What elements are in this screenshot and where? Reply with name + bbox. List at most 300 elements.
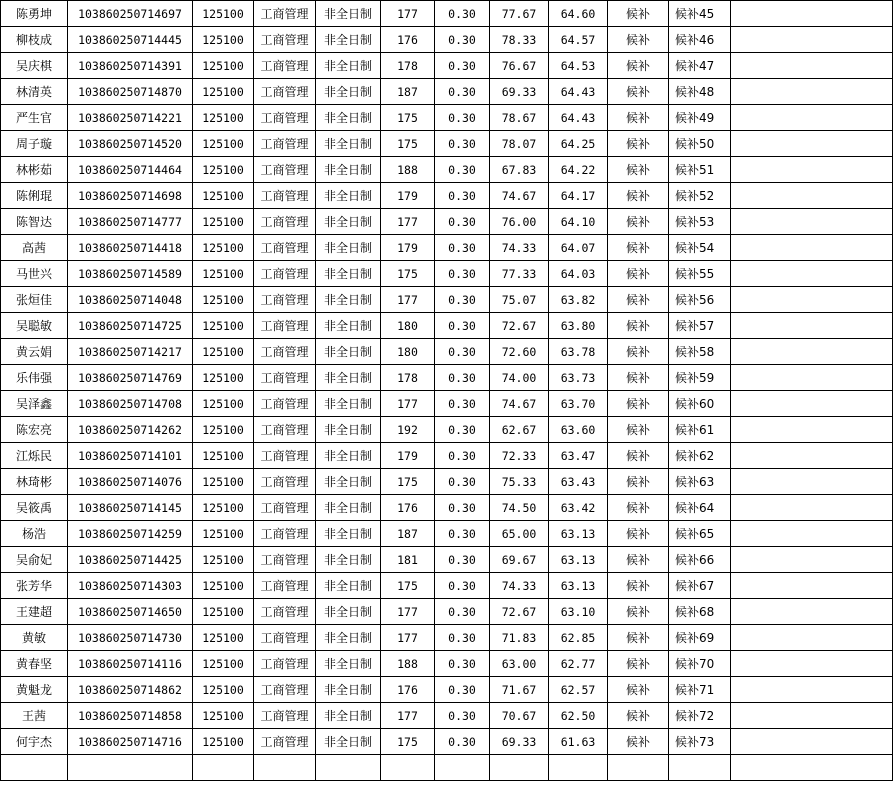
exam-id-cell: 103860250714464 (68, 157, 193, 183)
name-cell: 吴筱禹 (1, 495, 68, 521)
table-row-partial (1, 755, 893, 781)
status-cell: 候补 (608, 235, 669, 261)
exam-id-cell: 103860250714650 (68, 599, 193, 625)
major-cell: 工商管理 (254, 53, 316, 79)
study-mode-cell: 非全日制 (316, 235, 381, 261)
interview-cell: 76.67 (490, 53, 549, 79)
table-body (1, 0, 893, 781)
total-cell: 63.82 (549, 287, 608, 313)
study-mode-cell: 非全日制 (316, 287, 381, 313)
major-cell: 工商管理 (254, 209, 316, 235)
major-code-cell: 125100 (193, 391, 254, 417)
major-code-cell: 125100 (193, 625, 254, 651)
partial-cell (68, 755, 193, 781)
total-cell: 62.85 (549, 625, 608, 651)
major-cell: 工商管理 (254, 287, 316, 313)
weight-cell: 0.30 (435, 261, 490, 287)
study-mode-cell: 非全日制 (316, 79, 381, 105)
total-cell: 63.13 (549, 547, 608, 573)
exam-id-cell: 103860250714076 (68, 469, 193, 495)
interview-cell: 74.33 (490, 235, 549, 261)
major-code-cell: 125100 (193, 235, 254, 261)
total-cell: 63.10 (549, 599, 608, 625)
table-row (1, 521, 893, 547)
major-cell: 工商管理 (254, 261, 316, 287)
partial-cell (381, 755, 435, 781)
exam-id-cell: 103860250714221 (68, 105, 193, 131)
status-cell: 候补 (608, 417, 669, 443)
major-cell: 工商管理 (254, 235, 316, 261)
rank-cell: 候补52 (669, 183, 731, 209)
total-cell: 63.47 (549, 443, 608, 469)
total-cell: 64.53 (549, 53, 608, 79)
status-cell: 候补 (608, 547, 669, 573)
exam-id-cell: 103860250714116 (68, 651, 193, 677)
empty-cell (731, 625, 893, 651)
study-mode-cell: 非全日制 (316, 495, 381, 521)
table-row (1, 261, 893, 287)
empty-cell (731, 547, 893, 573)
exam-id-cell: 103860250714858 (68, 703, 193, 729)
exam-id-cell: 103860250714698 (68, 183, 193, 209)
rank-cell: 候补60 (669, 391, 731, 417)
rank-cell: 候补46 (669, 27, 731, 53)
name-cell: 陈智达 (1, 209, 68, 235)
status-cell: 候补 (608, 521, 669, 547)
table-row (1, 365, 893, 391)
score-cell: 177 (381, 391, 435, 417)
exam-id-cell: 103860250714259 (68, 521, 193, 547)
table-row (1, 339, 893, 365)
total-cell: 64.07 (549, 235, 608, 261)
empty-cell (731, 417, 893, 443)
score-cell: 187 (381, 79, 435, 105)
interview-cell: 74.67 (490, 391, 549, 417)
weight-cell: 0.30 (435, 313, 490, 339)
major-cell: 工商管理 (254, 729, 316, 755)
interview-cell: 74.50 (490, 495, 549, 521)
total-cell: 64.17 (549, 183, 608, 209)
score-cell: 177 (381, 703, 435, 729)
total-cell: 63.13 (549, 521, 608, 547)
score-cell: 175 (381, 469, 435, 495)
score-cell: 177 (381, 287, 435, 313)
study-mode-cell: 非全日制 (316, 599, 381, 625)
study-mode-cell: 非全日制 (316, 313, 381, 339)
interview-cell: 74.67 (490, 183, 549, 209)
table-row (1, 547, 893, 573)
interview-cell: 70.67 (490, 703, 549, 729)
total-cell: 62.77 (549, 651, 608, 677)
empty-cell (731, 183, 893, 209)
exam-id-cell: 103860250714777 (68, 209, 193, 235)
score-cell: 180 (381, 339, 435, 365)
rank-cell: 候补51 (669, 157, 731, 183)
partial-cell (1, 755, 68, 781)
rank-cell: 候补53 (669, 209, 731, 235)
empty-cell (731, 235, 893, 261)
total-cell: 63.43 (549, 469, 608, 495)
score-cell: 175 (381, 261, 435, 287)
score-cell: 177 (381, 209, 435, 235)
partial-cell (316, 755, 381, 781)
study-mode-cell: 非全日制 (316, 131, 381, 157)
table-row (1, 235, 893, 261)
major-code-cell: 125100 (193, 677, 254, 703)
major-code-cell: 125100 (193, 27, 254, 53)
major-code-cell: 125100 (193, 417, 254, 443)
score-cell: 179 (381, 443, 435, 469)
exam-id-cell: 103860250714862 (68, 677, 193, 703)
score-cell: 178 (381, 365, 435, 391)
rank-cell: 候补73 (669, 729, 731, 755)
partial-cell (193, 755, 254, 781)
rank-cell: 候补71 (669, 677, 731, 703)
major-cell: 工商管理 (254, 573, 316, 599)
major-cell: 工商管理 (254, 79, 316, 105)
rank-cell: 候补63 (669, 469, 731, 495)
major-code-cell: 125100 (193, 469, 254, 495)
status-cell: 候补 (608, 313, 669, 339)
rank-cell: 候补58 (669, 339, 731, 365)
table-row (1, 677, 893, 703)
status-cell: 候补 (608, 443, 669, 469)
status-cell: 候补 (608, 105, 669, 131)
major-cell: 工商管理 (254, 521, 316, 547)
interview-cell: 75.33 (490, 469, 549, 495)
name-cell: 周子璇 (1, 131, 68, 157)
total-cell: 63.13 (549, 573, 608, 599)
interview-cell: 69.67 (490, 547, 549, 573)
major-code-cell: 125100 (193, 79, 254, 105)
score-cell: 177 (381, 1, 435, 27)
interview-cell: 76.00 (490, 209, 549, 235)
weight-cell: 0.30 (435, 469, 490, 495)
empty-cell (731, 157, 893, 183)
major-cell: 工商管理 (254, 313, 316, 339)
rank-cell: 候补69 (669, 625, 731, 651)
weight-cell: 0.30 (435, 27, 490, 53)
major-code-cell: 125100 (193, 1, 254, 27)
empty-cell (731, 79, 893, 105)
name-cell: 林琦彬 (1, 469, 68, 495)
weight-cell: 0.30 (435, 573, 490, 599)
weight-cell: 0.30 (435, 443, 490, 469)
status-cell: 候补 (608, 729, 669, 755)
empty-cell (731, 365, 893, 391)
status-cell: 候补 (608, 469, 669, 495)
partial-cell (731, 755, 893, 781)
status-cell: 候补 (608, 27, 669, 53)
rank-cell: 候补49 (669, 105, 731, 131)
interview-cell: 72.67 (490, 599, 549, 625)
status-cell: 候补 (608, 391, 669, 417)
status-cell: 候补 (608, 651, 669, 677)
study-mode-cell: 非全日制 (316, 469, 381, 495)
interview-cell: 78.07 (490, 131, 549, 157)
major-cell: 工商管理 (254, 339, 316, 365)
total-cell: 64.57 (549, 27, 608, 53)
major-code-cell: 125100 (193, 209, 254, 235)
partial-cell (254, 755, 316, 781)
exam-id-cell: 103860250714870 (68, 79, 193, 105)
exam-id-cell: 103860250714708 (68, 391, 193, 417)
empty-cell (731, 27, 893, 53)
name-cell: 乐伟强 (1, 365, 68, 391)
study-mode-cell: 非全日制 (316, 157, 381, 183)
partial-cell (669, 755, 731, 781)
empty-cell (731, 313, 893, 339)
empty-cell (731, 677, 893, 703)
exam-id-cell: 103860250714425 (68, 547, 193, 573)
major-cell: 工商管理 (254, 495, 316, 521)
partial-cell (435, 755, 490, 781)
table-row (1, 703, 893, 729)
score-cell: 178 (381, 53, 435, 79)
name-cell: 杨浩 (1, 521, 68, 547)
rank-cell: 候补68 (669, 599, 731, 625)
weight-cell: 0.30 (435, 495, 490, 521)
rank-cell: 候补65 (669, 521, 731, 547)
rank-cell: 候补61 (669, 417, 731, 443)
interview-cell: 71.83 (490, 625, 549, 651)
study-mode-cell: 非全日制 (316, 573, 381, 599)
empty-cell (731, 1, 893, 27)
major-cell: 工商管理 (254, 625, 316, 651)
total-cell: 64.60 (549, 1, 608, 27)
status-cell: 候补 (608, 209, 669, 235)
study-mode-cell: 非全日制 (316, 729, 381, 755)
name-cell: 张烜佳 (1, 287, 68, 313)
score-cell: 177 (381, 625, 435, 651)
rank-cell: 候补64 (669, 495, 731, 521)
weight-cell: 0.30 (435, 391, 490, 417)
exam-id-cell: 103860250714730 (68, 625, 193, 651)
major-cell: 工商管理 (254, 443, 316, 469)
name-cell: 王茜 (1, 703, 68, 729)
table-row (1, 417, 893, 443)
major-cell: 工商管理 (254, 365, 316, 391)
table-row (1, 443, 893, 469)
status-cell: 候补 (608, 79, 669, 105)
rank-cell: 候补70 (669, 651, 731, 677)
major-code-cell: 125100 (193, 261, 254, 287)
interview-cell: 67.83 (490, 157, 549, 183)
study-mode-cell: 非全日制 (316, 261, 381, 287)
major-cell: 工商管理 (254, 1, 316, 27)
major-code-cell: 125100 (193, 287, 254, 313)
partial-cell (549, 755, 608, 781)
status-cell: 候补 (608, 599, 669, 625)
major-code-cell: 125100 (193, 105, 254, 131)
score-cell: 187 (381, 521, 435, 547)
name-cell: 吴庆棋 (1, 53, 68, 79)
rank-cell: 候补55 (669, 261, 731, 287)
major-cell: 工商管理 (254, 417, 316, 443)
total-cell: 64.22 (549, 157, 608, 183)
name-cell: 严生官 (1, 105, 68, 131)
study-mode-cell: 非全日制 (316, 183, 381, 209)
status-cell: 候补 (608, 183, 669, 209)
table-row (1, 391, 893, 417)
exam-id-cell: 103860250714048 (68, 287, 193, 313)
total-cell: 64.43 (549, 105, 608, 131)
empty-cell (731, 495, 893, 521)
weight-cell: 0.30 (435, 365, 490, 391)
score-cell: 175 (381, 105, 435, 131)
weight-cell: 0.30 (435, 729, 490, 755)
study-mode-cell: 非全日制 (316, 27, 381, 53)
exam-id-cell: 103860250714520 (68, 131, 193, 157)
interview-cell: 65.00 (490, 521, 549, 547)
exam-id-cell: 103860250714589 (68, 261, 193, 287)
table-row (1, 183, 893, 209)
study-mode-cell: 非全日制 (316, 1, 381, 27)
table-row (1, 469, 893, 495)
name-cell: 吴俞妃 (1, 547, 68, 573)
weight-cell: 0.30 (435, 703, 490, 729)
study-mode-cell: 非全日制 (316, 53, 381, 79)
total-cell: 63.80 (549, 313, 608, 339)
status-cell: 候补 (608, 339, 669, 365)
rank-cell: 候补72 (669, 703, 731, 729)
major-code-cell: 125100 (193, 313, 254, 339)
table-row (1, 625, 893, 651)
rank-cell: 候补66 (669, 547, 731, 573)
interview-cell: 77.67 (490, 1, 549, 27)
weight-cell: 0.30 (435, 599, 490, 625)
interview-cell: 75.07 (490, 287, 549, 313)
study-mode-cell: 非全日制 (316, 625, 381, 651)
score-cell: 176 (381, 677, 435, 703)
study-mode-cell: 非全日制 (316, 417, 381, 443)
status-cell: 候补 (608, 495, 669, 521)
empty-cell (731, 703, 893, 729)
weight-cell: 0.30 (435, 183, 490, 209)
weight-cell: 0.30 (435, 131, 490, 157)
interview-cell: 72.60 (490, 339, 549, 365)
major-code-cell: 125100 (193, 339, 254, 365)
study-mode-cell: 非全日制 (316, 521, 381, 547)
status-cell: 候补 (608, 365, 669, 391)
partial-cell (608, 755, 669, 781)
weight-cell: 0.30 (435, 235, 490, 261)
major-code-cell: 125100 (193, 651, 254, 677)
status-cell: 候补 (608, 261, 669, 287)
exam-id-cell: 103860250714217 (68, 339, 193, 365)
rank-cell: 候补47 (669, 53, 731, 79)
table-row (1, 313, 893, 339)
interview-cell: 77.33 (490, 261, 549, 287)
status-cell: 候补 (608, 573, 669, 599)
exam-id-cell: 103860250714716 (68, 729, 193, 755)
major-cell: 工商管理 (254, 651, 316, 677)
study-mode-cell: 非全日制 (316, 365, 381, 391)
major-cell: 工商管理 (254, 157, 316, 183)
weight-cell: 0.30 (435, 651, 490, 677)
major-code-cell: 125100 (193, 183, 254, 209)
exam-id-cell: 103860250714145 (68, 495, 193, 521)
score-cell: 176 (381, 27, 435, 53)
major-cell: 工商管理 (254, 599, 316, 625)
major-cell: 工商管理 (254, 105, 316, 131)
name-cell: 江烁民 (1, 443, 68, 469)
weight-cell: 0.30 (435, 287, 490, 313)
interview-cell: 72.33 (490, 443, 549, 469)
score-cell: 179 (381, 235, 435, 261)
weight-cell: 0.30 (435, 53, 490, 79)
status-cell: 候补 (608, 157, 669, 183)
major-cell: 工商管理 (254, 703, 316, 729)
major-cell: 工商管理 (254, 183, 316, 209)
table-row (1, 651, 893, 677)
weight-cell: 0.30 (435, 677, 490, 703)
status-cell: 候补 (608, 677, 669, 703)
empty-cell (731, 521, 893, 547)
total-cell: 64.10 (549, 209, 608, 235)
interview-cell: 71.67 (490, 677, 549, 703)
rank-cell: 候补54 (669, 235, 731, 261)
empty-cell (731, 729, 893, 755)
name-cell: 陈宏亮 (1, 417, 68, 443)
name-cell: 黄云娟 (1, 339, 68, 365)
rank-cell: 候补57 (669, 313, 731, 339)
score-cell: 176 (381, 495, 435, 521)
total-cell: 63.73 (549, 365, 608, 391)
table-row (1, 157, 893, 183)
score-cell: 188 (381, 157, 435, 183)
weight-cell: 0.30 (435, 105, 490, 131)
major-code-cell: 125100 (193, 443, 254, 469)
total-cell: 63.60 (549, 417, 608, 443)
total-cell: 64.25 (549, 131, 608, 157)
empty-cell (731, 573, 893, 599)
score-cell: 192 (381, 417, 435, 443)
status-cell: 候补 (608, 131, 669, 157)
name-cell: 吴聪敏 (1, 313, 68, 339)
exam-id-cell: 103860250714418 (68, 235, 193, 261)
exam-id-cell: 103860250714391 (68, 53, 193, 79)
major-code-cell: 125100 (193, 703, 254, 729)
weight-cell: 0.30 (435, 547, 490, 573)
interview-cell: 62.67 (490, 417, 549, 443)
table-row (1, 105, 893, 131)
score-cell: 180 (381, 313, 435, 339)
rank-cell: 候补67 (669, 573, 731, 599)
empty-cell (731, 443, 893, 469)
name-cell: 陈勇坤 (1, 1, 68, 27)
total-cell: 64.43 (549, 79, 608, 105)
weight-cell: 0.30 (435, 417, 490, 443)
interview-cell: 78.67 (490, 105, 549, 131)
interview-cell: 69.33 (490, 729, 549, 755)
empty-cell (731, 131, 893, 157)
table-row (1, 27, 893, 53)
major-code-cell: 125100 (193, 131, 254, 157)
interview-cell: 63.00 (490, 651, 549, 677)
table-row (1, 599, 893, 625)
major-code-cell: 125100 (193, 495, 254, 521)
name-cell: 张芳华 (1, 573, 68, 599)
score-cell: 179 (381, 183, 435, 209)
major-code-cell: 125100 (193, 521, 254, 547)
name-cell: 王建超 (1, 599, 68, 625)
name-cell: 马世兴 (1, 261, 68, 287)
major-code-cell: 125100 (193, 547, 254, 573)
interview-cell: 72.67 (490, 313, 549, 339)
status-cell: 候补 (608, 703, 669, 729)
table-row (1, 209, 893, 235)
